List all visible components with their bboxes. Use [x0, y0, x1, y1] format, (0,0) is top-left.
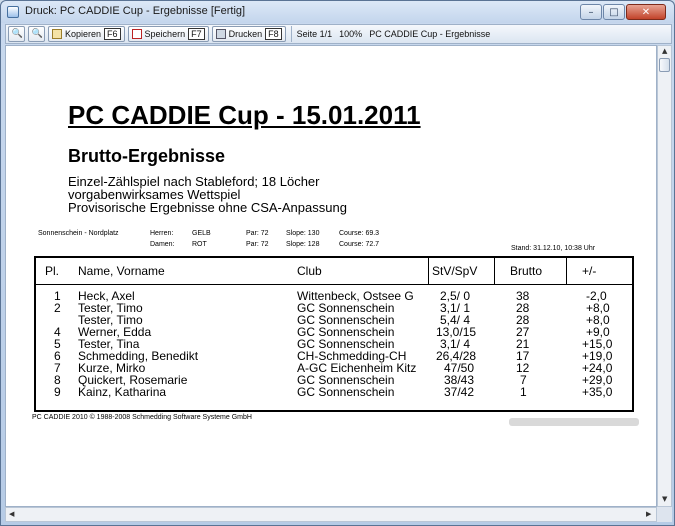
herren-par: Par: 72 [246, 230, 269, 237]
save-shortcut: F7 [188, 28, 205, 40]
header-brutto: Brutto [510, 264, 543, 278]
cell-brutto: 1 [520, 385, 527, 399]
damen-course: Course: 72.7 [339, 241, 380, 248]
cell-name: Quickert, Rosemarie [78, 373, 188, 387]
header-pl: Pl. [45, 264, 60, 278]
herren-course: Course: 69.3 [339, 230, 380, 237]
copy-label: Kopieren [65, 29, 102, 39]
cell-pl: 1 [54, 289, 61, 303]
cell-pl: 9 [54, 385, 61, 399]
cell-stv: 47/50 [444, 361, 475, 375]
cell-brutto: 21 [516, 337, 530, 351]
cell-stv: 5,4/ 4 [440, 313, 471, 327]
vertical-scrollbar[interactable] [657, 45, 672, 507]
cell-club: GC Sonnenschein [297, 313, 395, 327]
cell-brutto: 27 [516, 325, 530, 339]
cell-stv: 2,5/ 0 [440, 289, 471, 303]
print-button[interactable] [212, 26, 286, 42]
page-info: Seite 1/1 [296, 29, 333, 39]
minimize-button[interactable]: – [580, 4, 602, 20]
cell-club: Wittenbeck, Ostsee G [297, 289, 414, 303]
cell-name: Kainz, Katharina [78, 385, 167, 399]
zoom-out-button[interactable] [28, 26, 45, 42]
herren-tee: GELB [192, 230, 211, 237]
column-divider [566, 258, 567, 284]
header-stv: StV/SpV [432, 264, 478, 278]
cell-club: GC Sonnenschein [297, 373, 395, 387]
damen-par: Par: 72 [246, 241, 269, 248]
zoom-level: 100% [339, 29, 363, 39]
cell-club: A-GC Eichenheim Kitz [297, 361, 417, 375]
header-divider [36, 284, 632, 285]
cell-stv: 13,0/15 [436, 325, 477, 339]
cell-name: Tester, Tina [78, 337, 140, 351]
zoom-out-icon: 🔍 [31, 29, 43, 39]
scroll-right-icon[interactable]: ▶ [646, 510, 652, 518]
cell-diff: +9,0 [586, 325, 610, 339]
cell-diff: +29,0 [582, 373, 613, 387]
cell-diff: -2,0 [586, 289, 607, 303]
scroll-left-icon[interactable]: ◀ [9, 510, 15, 518]
zoom-in-button[interactable] [8, 26, 25, 42]
zoom-in-icon: 🔍 [11, 29, 23, 39]
cell-club: GC Sonnenschein [297, 325, 395, 339]
cell-brutto: 38 [516, 289, 530, 303]
herren-label: Herren: [150, 230, 174, 237]
cell-pl: 7 [54, 361, 61, 375]
toolbar-separator [291, 26, 292, 42]
printer-icon [216, 29, 226, 39]
toolbar [5, 24, 672, 44]
cell-pl: 6 [54, 349, 61, 363]
damen-tee: ROT [192, 241, 207, 248]
cell-club: GC Sonnenschein [297, 301, 395, 315]
cell-brutto: 28 [516, 313, 530, 327]
cell-diff: +15,0 [582, 337, 613, 351]
stand-timestamp: Stand: 31.12.10, 10:38 Uhr [511, 245, 596, 252]
print-shortcut: F8 [265, 28, 282, 40]
cell-club: CH-Schmedding-CH [297, 349, 407, 363]
window-controls [580, 4, 666, 20]
cell-pl: 8 [54, 373, 61, 387]
herren-slope: Slope: 130 [286, 230, 320, 237]
copy-button[interactable] [48, 26, 125, 42]
result-note: Provisorische Ergebnisse ohne CSA-Anpassung [68, 200, 347, 215]
scrollbar-corner [657, 507, 672, 522]
cell-diff: +8,0 [586, 313, 610, 327]
cell-name: Tester, Timo [78, 301, 143, 315]
copy-shortcut: F6 [104, 28, 121, 40]
header-diff: +/- [582, 264, 597, 278]
cell-stv: 26,4/28 [436, 349, 477, 363]
column-divider [428, 258, 429, 284]
cell-stv: 38/43 [444, 373, 475, 387]
cell-diff: +24,0 [582, 361, 613, 375]
preview-area [5, 45, 657, 507]
vertical-scroll-thumb[interactable] [659, 58, 670, 72]
course-name: Sonnenschein - Nordplatz [38, 230, 119, 237]
cell-club: GC Sonnenschein [297, 337, 395, 351]
cell-name: Tester, Timo [78, 313, 143, 327]
results-table [34, 256, 634, 412]
competition-mode: vorgabenwirksames Wettspiel [68, 187, 241, 202]
print-label: Drucken [228, 29, 263, 39]
cell-name: Werner, Edda [78, 325, 152, 339]
cell-name: Heck, Axel [78, 289, 135, 303]
cell-diff: +19,0 [582, 349, 613, 363]
window-title: Druck: PC CADDIE Cup - Ergebnisse [Fertig] [25, 5, 246, 17]
close-button[interactable]: ✕ [626, 4, 666, 20]
document-footer: PC CADDIE 2010 © 1988-2008 Schmedding Software Systeme GmbH [32, 414, 252, 421]
header-club: Club [297, 264, 322, 278]
cell-stv: 3,1/ 4 [440, 337, 471, 351]
cell-stv: 3,1/ 1 [440, 301, 471, 315]
cell-name: Kurze, Mirko [78, 361, 146, 375]
document-title: PC CADDIE Cup - 15.01.2011 [68, 100, 421, 130]
result-rows [36, 290, 632, 398]
table-row [36, 386, 632, 398]
copy-icon [52, 29, 62, 39]
title-bar[interactable] [1, 1, 674, 23]
scroll-down-icon[interactable]: ▼ [662, 495, 668, 503]
app-icon [7, 6, 19, 18]
cell-brutto: 7 [520, 373, 527, 387]
damen-slope: Slope: 128 [286, 241, 320, 248]
cell-brutto: 17 [516, 349, 530, 363]
save-label: Speichern [144, 29, 186, 39]
cell-brutto: 12 [516, 361, 530, 375]
scroll-up-icon[interactable]: ▲ [662, 47, 668, 55]
cell-stv: 37/42 [444, 385, 475, 399]
cell-pl: 5 [54, 337, 61, 351]
cell-diff: +8,0 [586, 301, 610, 315]
document-subtitle: Brutto-Ergebnisse [68, 146, 226, 166]
cell-pl: 2 [54, 301, 61, 315]
horizontal-scrollbar[interactable] [5, 507, 657, 522]
cell-brutto: 28 [516, 301, 530, 315]
damen-label: Damen: [150, 241, 175, 248]
redacted-area [509, 418, 639, 426]
header-name: Name, Vorname [78, 264, 165, 278]
save-button[interactable] [128, 26, 209, 42]
maximize-button[interactable]: □ [603, 4, 625, 20]
document-name: PC CADDIE Cup - Ergebnisse [369, 29, 491, 39]
competition-type: Einzel-Zählspiel nach Stableford; 18 Löcher [68, 174, 320, 189]
cell-pl: 4 [54, 325, 61, 339]
cell-diff: +35,0 [582, 385, 613, 399]
cell-club: GC Sonnenschein [297, 385, 395, 399]
cell-name: Schmedding, Benedikt [78, 349, 199, 363]
save-pdf-icon [132, 29, 142, 39]
column-divider [494, 258, 495, 284]
